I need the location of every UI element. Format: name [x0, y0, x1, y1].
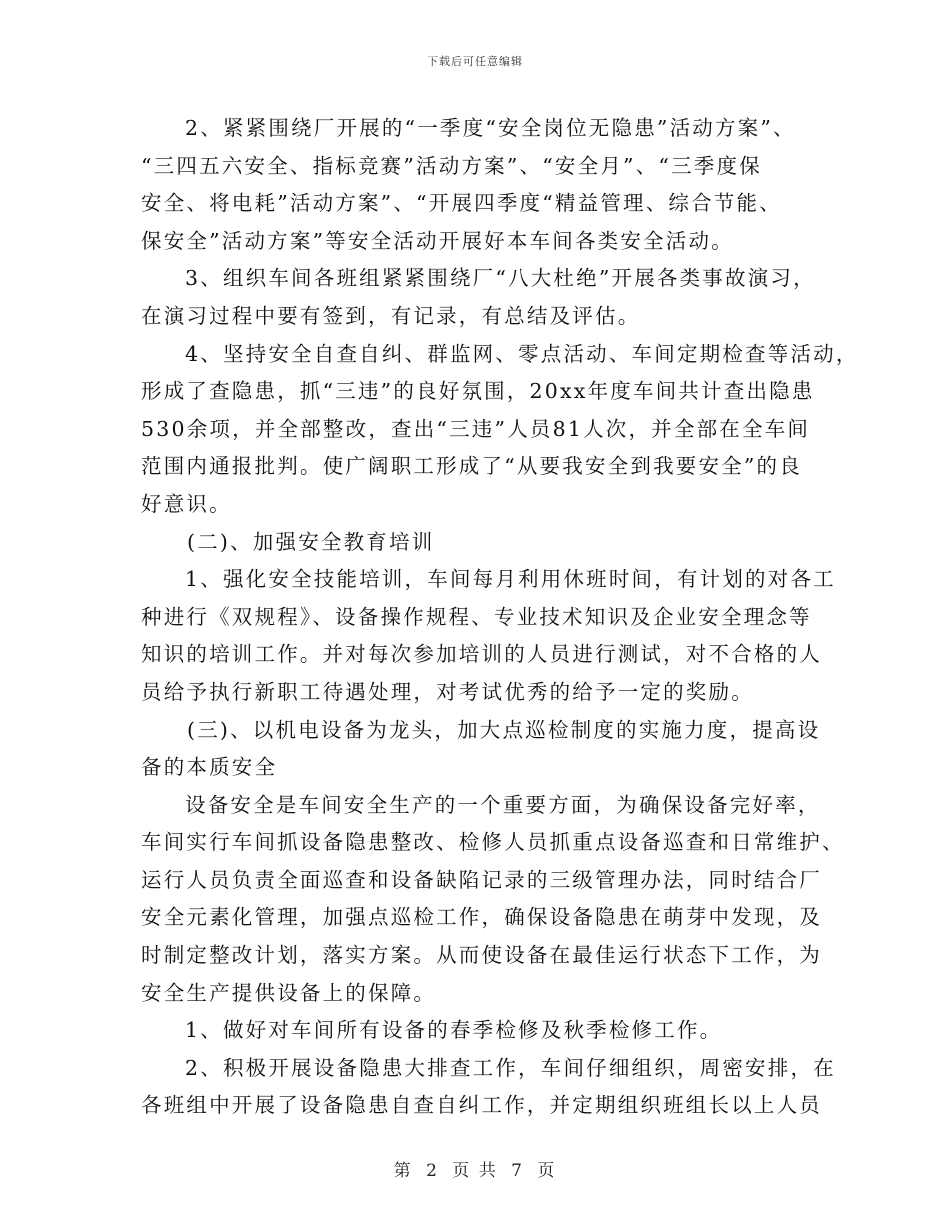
paragraph-line: 2、积极开展设备隐患大排查工作，车间仔细组织，周密安排，在 — [185, 1055, 836, 1080]
page-header-note: 下载后可任意编辑 — [427, 55, 523, 68]
paragraph-line: 形成了查隐患，抓“三违”的良好氛围，20xx年度车间共计查出隐患 — [141, 379, 815, 404]
paragraph-line: “三四五六安全、指标竞赛”活动方案”、“安全月”、“三季度保 — [141, 153, 762, 178]
paragraph-line: 530余项，并全部整改，查出“三违”人员81人次，并全部在全车间 — [141, 416, 811, 441]
paragraph-line: 保安全”活动方案”等安全活动开展好本车间各类安全活动。 — [141, 228, 734, 253]
paragraph-line: 安全、将电耗”活动方案”、“开展四季度“精益管理、综合节能、 — [141, 191, 782, 216]
footer-suffix: 页 — [537, 1161, 557, 1181]
footer-prefix: 第 — [393, 1161, 413, 1181]
paragraph-line: 1、强化安全技能培训，车间每月利用休班时间，有计划的对各工 — [185, 567, 836, 592]
paragraph-line: 好意识。 — [141, 491, 232, 516]
paragraph-line: 2、紧紧围绕厂开展的“一季度“安全岗位无隐患”活动方案”、 — [185, 116, 796, 140]
paragraph-line: 1、做好对车间所有设备的春季检修及秋季检修工作。 — [185, 1018, 723, 1043]
paragraph-line: 各班组中开展了设备隐患自查自纠工作，并定期组织班组长以上人员 — [141, 1093, 822, 1118]
document-body — [141, 110, 859, 1125]
section-heading: (三)、以机电设备为龙头，加大点巡检制度的实施力度，提高设 — [187, 717, 821, 742]
current-page-number: 2 — [426, 1161, 439, 1181]
paragraph-line: 运行人员负责全面巡查和设备缺陷记录的三级管理办法，同时结合厂 — [141, 867, 822, 892]
paragraph-line: 种进行《双规程》、设备操作规程、专业技术知识及企业安全理念等 — [141, 604, 812, 629]
paragraph-line: 安全元素化管理，加强点巡检工作，确保设备隐患在萌芽中发现，及 — [141, 905, 822, 930]
paragraph-line: 车间实行车间抓设备隐患整改、检修人员抓重点设备巡查和日常维护、 — [141, 830, 845, 855]
section-heading: (二)、加强安全教育培训 — [187, 529, 435, 554]
paragraph-line: 4、坚持安全自查自纠、群监网、零点活动、车间定期检查等活动， — [185, 341, 859, 366]
paragraph-line: 3、组织车间各班组紧紧围绕厂“八大杜绝”开展各类事故演习， — [185, 266, 816, 291]
paragraph-line: 安全生产提供设备上的保障。 — [141, 980, 437, 1005]
paragraph-line: 时制定整改计划，落实方案。从而使设备在最佳运行状态下工作，为 — [141, 943, 822, 968]
paragraph-line: 员给予执行新职工待遇处理，对考试优秀的给予一定的奖励。 — [141, 679, 754, 704]
section-heading-continued: 备的本质安全 — [141, 755, 278, 780]
paragraph-line: 设备安全是车间安全生产的一个重要方面，为确保设备完好率， — [185, 792, 821, 817]
paragraph-line: 知识的培训工作。并对每次参加培训的人员进行测试，对不合格的人 — [141, 642, 822, 667]
footer-middle: 页 共 — [452, 1161, 498, 1181]
page-number-footer — [0, 1156, 950, 1181]
total-page-count: 7 — [511, 1161, 524, 1181]
paragraph-line: 在演习过程中要有签到，有记录，有总结及评估。 — [141, 303, 641, 328]
paragraph-line: 范围内通报批判。使广阔职工形成了“从要我安全到我要安全”的良 — [141, 454, 802, 479]
